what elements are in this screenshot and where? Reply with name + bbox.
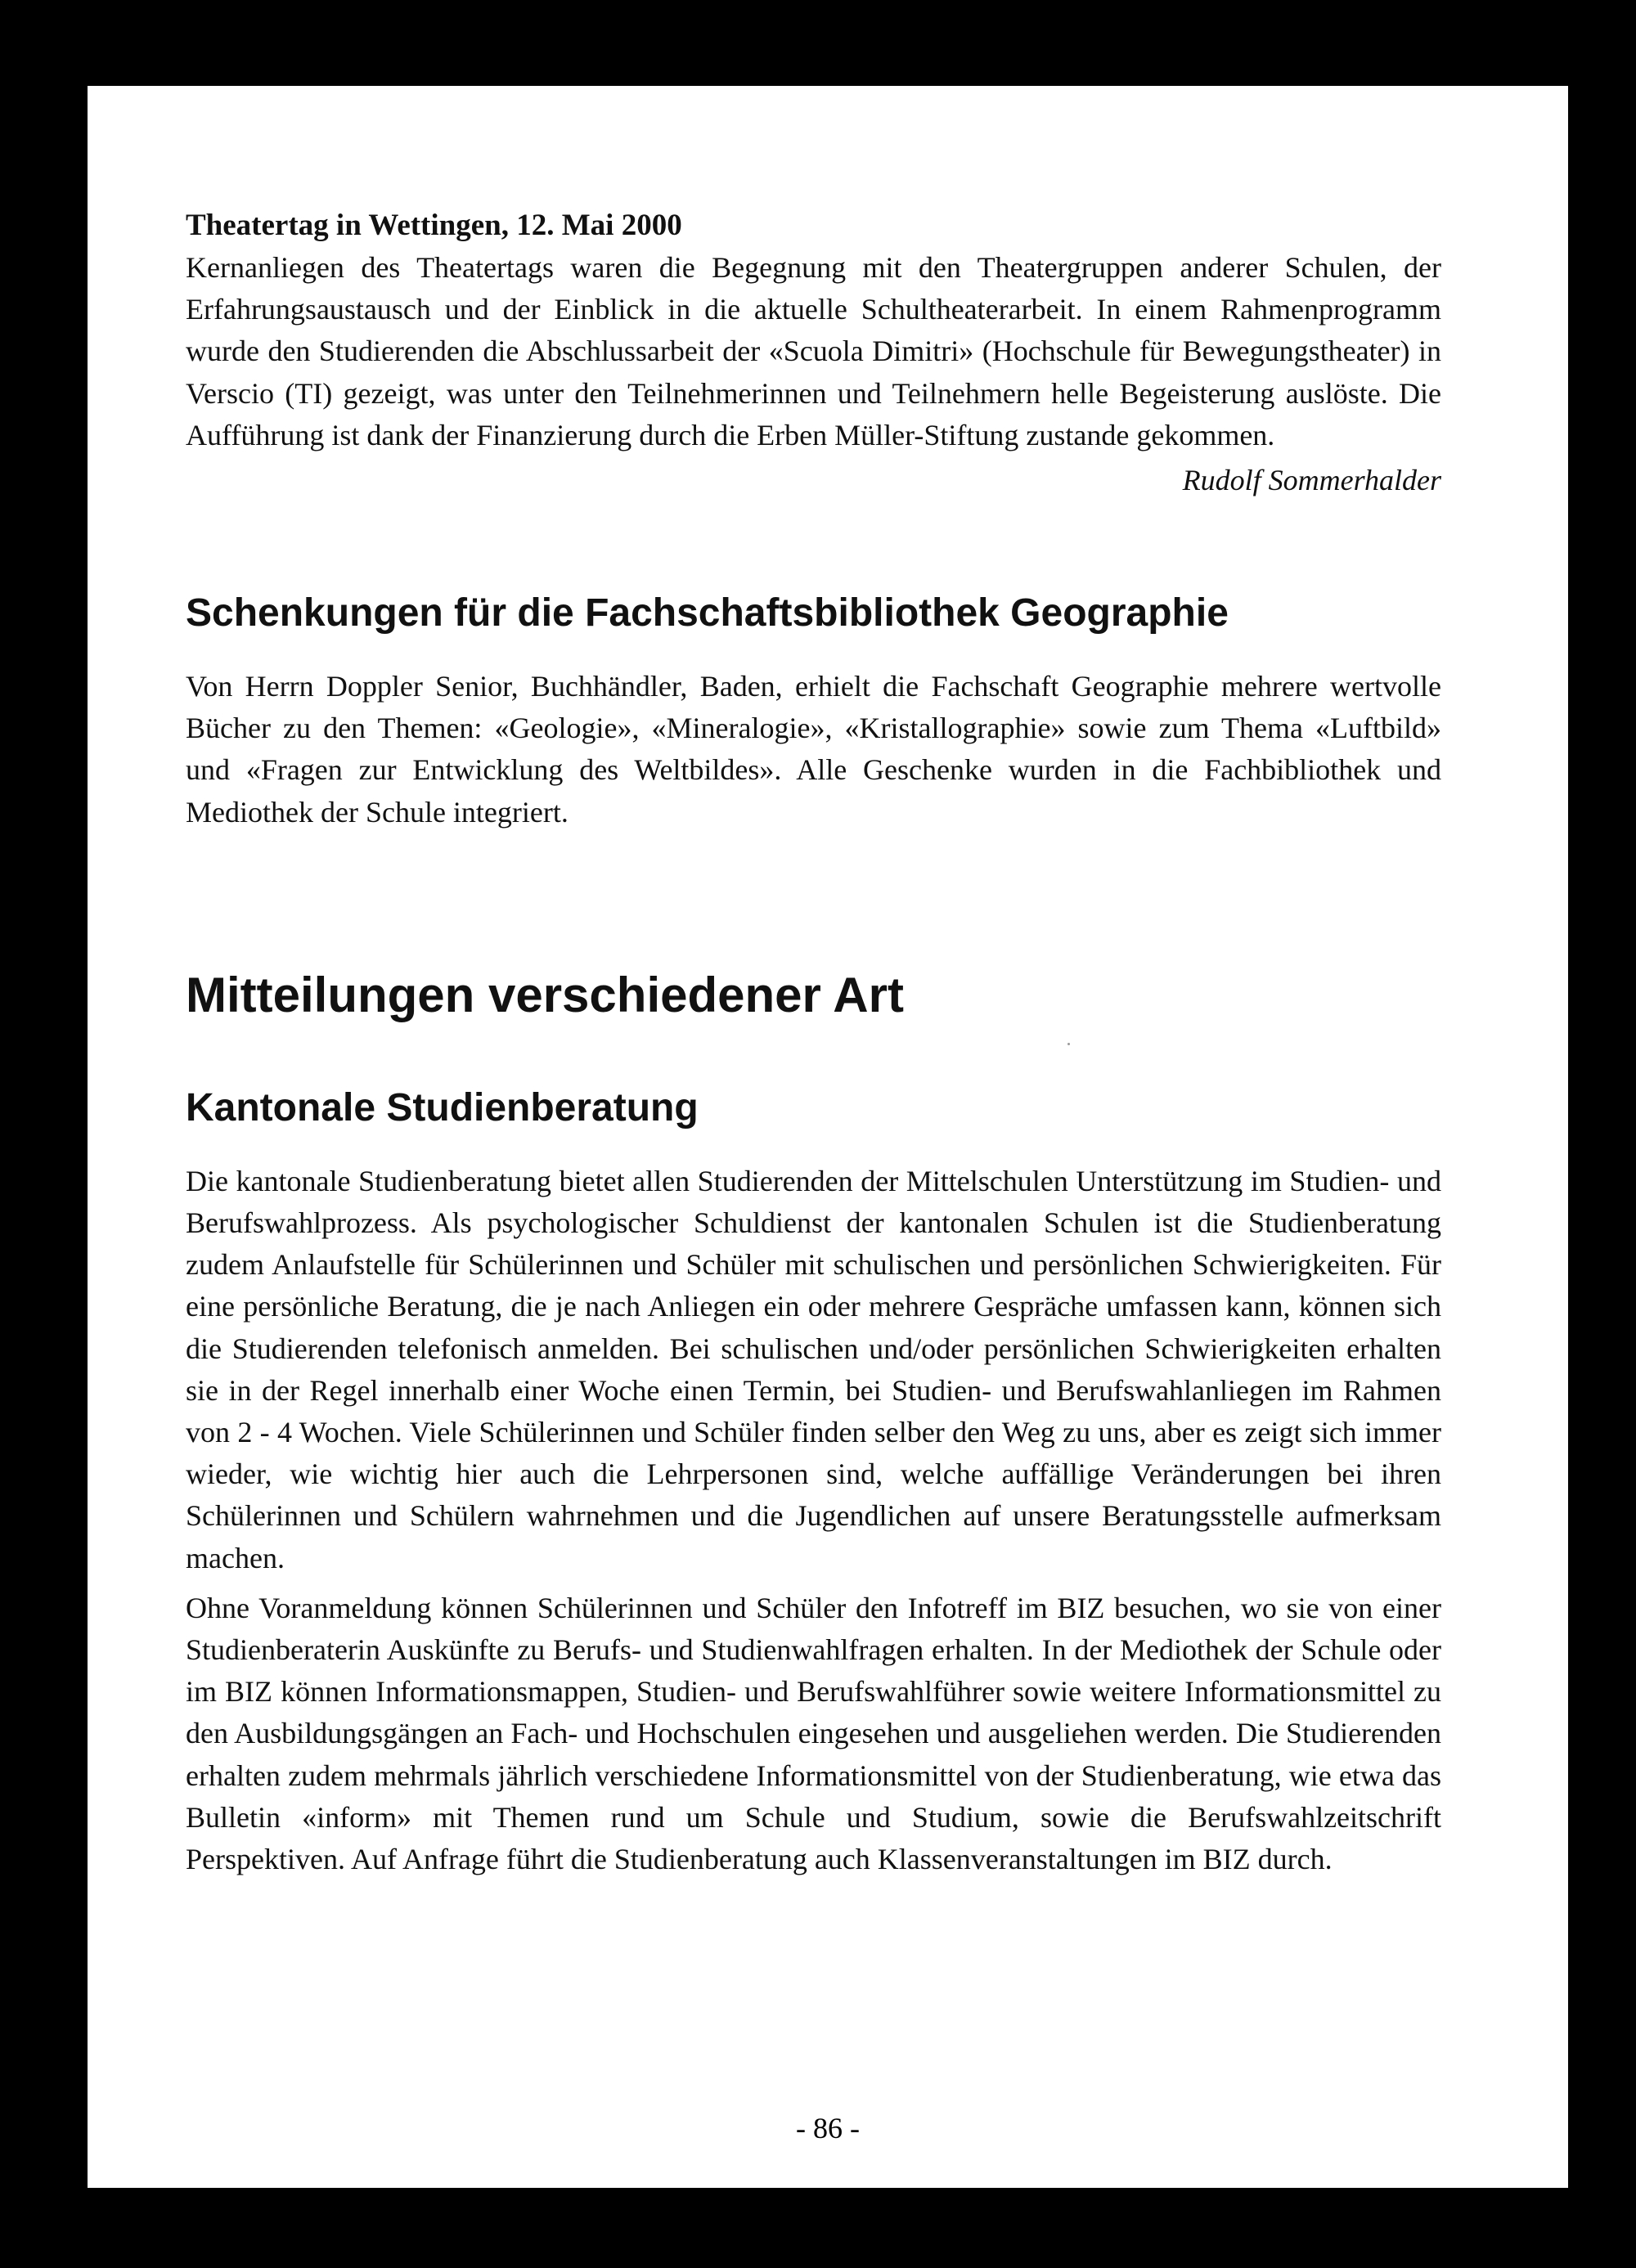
studienberatung-heading: Kantonale Studienberatung xyxy=(186,1085,699,1130)
scan-speck xyxy=(1067,1043,1070,1045)
page-content xyxy=(186,204,1441,1880)
mitteilungen-heading: Mitteilungen verschiedener Art xyxy=(186,967,904,1022)
document-page xyxy=(88,86,1568,2188)
theatertag-author: Rudolf Sommerhalder xyxy=(1182,464,1441,497)
studienberatung-paragraph-2: Ohne Voranmeldung können Schülerinnen und Schüler den Infotreff im BIZ besuchen, wo sie von einer Studienberaterin Auskünfte zu Berufs- und Studienwahlfragen erhalten. In der Mediothek der Schule oder im BIZ können Informationsmappen, Studien- und Berufswahlführer sowie weitere Informationsmittel zu den Ausbildungsgängen an Fach- und Hochschulen eingesehen und ausgeliehen werden. Die Studierenden erhalten zudem mehrmals jährlich verschiedene Informationsmittel von der Studienberatung, wie etwa das Bulletin «inform» mit Themen rund um Schule und Studium, sowie die Berufswahlzeitschrift Perspektiven. Auf Anfrage führt die Studienberatung auch Klassenveranstaltungen im BIZ durch. xyxy=(186,1591,1441,1876)
theatertag-title: Theatertag in Wettingen, 12. Mai 2000 xyxy=(186,209,682,242)
studienberatung-paragraph-1: Die kantonale Studienberatung bietet allen Studierenden der Mittelschulen Unterstützung im Studien- und Berufswahlprozess. Als psychologischer Schuldienst der kantonalen Schulen ist die Studienberatung zudem Anlaufstelle für Schülerinnen und Schüler mit schulischen und persönlichen Schwierigkeiten. Für eine persönliche Beratung, die je nach Anliegen ein oder mehrere Gespräche umfassen kann, können sich die Studierenden telefonisch anmelden. Bei schulischen und/oder persönlichen Schwierigkeiten erhalten sie in der Regel innerhalb einer Woche einen Termin, bei Studien- und Berufswahlanliegen im Rahmen von 2 - 4 Wochen. Viele Schülerinnen und Schüler finden selber den Weg zu uns, aber es zeigt sich immer wieder, wie wichtig hier auch die Lehrpersonen sind, welche auffällige Veränderungen bei ihren Schülerinnen und Schülern wahrnehmen und die Jugendlichen auf unsere Beratungsstelle aufmerksam machen. xyxy=(186,1164,1441,1574)
schenkungen-body: Von Herrn Doppler Senior, Buchhändler, Baden, erhielt die Fachschaft Geographie mehrere wertvolle Bücher zu den Themen: «Geologie», «Mineralogie», «Kristallographie» sowie zum Thema «Luftbild» und «Fragen zur Entwicklung des Weltbildes». Alle Geschenke wurden in die Fachbibliothek und Mediothek der Schule integriert. xyxy=(186,670,1441,829)
page-number: - 86 - xyxy=(796,2112,860,2144)
theatertag-body: Kernanliegen des Theatertags waren die Begegnung mit den Theatergruppen anderer Schulen, der Erfahrungsaustausch und der Einblick in die aktuelle Schultheaterarbeit. In einem Rahmenprogramm wurde den Studierenden die Abschlussarbeit der «Scuola Dimitri» (Hochschule für Bewegungstheater) in Verscio (TI) gezeigt, was unter den Teilnehmerinnen und Teilnehmern helle Begeisterung auslöste. Die Aufführung ist dank der Finanzierung durch die Erben Müller-Stiftung zustande gekommen. xyxy=(186,251,1441,451)
schenkungen-heading: Schenkungen für die Fachschaftsbibliothek Geographie xyxy=(186,591,1229,635)
